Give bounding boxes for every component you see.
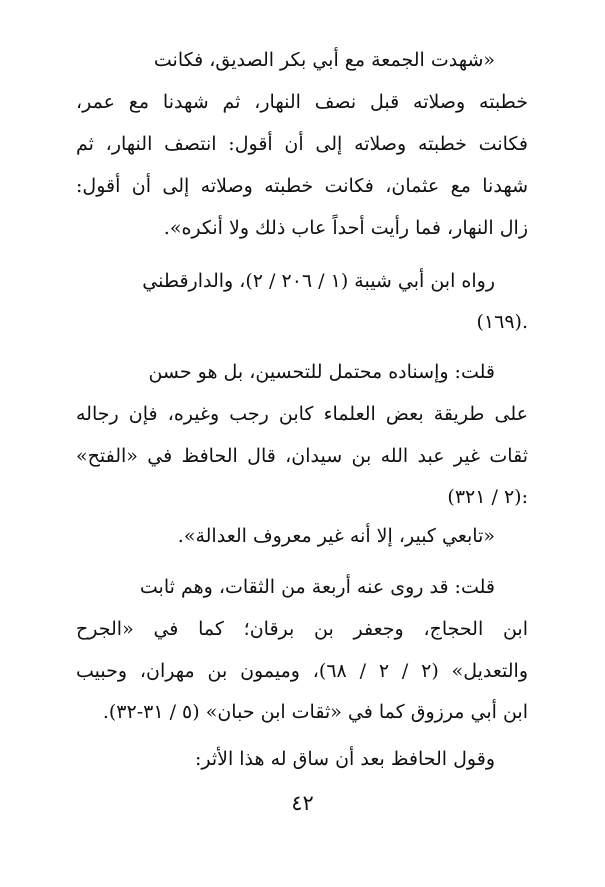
comment-line-3: ثقات غير عبد الله بن سيدان، قال الحافظ في «الفتح» <box>76 445 528 467</box>
comment-line-2: على طريقة بعض العلماء كابن رجب وغيره، فإن رجاله <box>76 403 528 425</box>
quote-line-4: شهدنا مع عثمان، فكانت خطبته وصلاته إلى أن أقول: <box>76 175 528 197</box>
narration-line-2: (١٦٩). <box>476 311 528 333</box>
quote-line-2: خطبته وصلاته قبل نصف النهار، ثم شهدنا مع عمر، <box>76 91 528 113</box>
comment-line-1: قلت: وإسناده محتمل للتحسين، بل هو حسن <box>148 361 495 383</box>
quoted-judgment-line: «تابعي كبير، إلا أنه غير معروف العدالة». <box>177 525 495 547</box>
comment-line-4: (٢ / ٣٢١): <box>447 486 528 508</box>
narration-line-1: رواه ابن أبي شيبة (١ / ٢٠٦ / ٢)، والدارقطني <box>142 270 495 292</box>
quote-line-5: زال النهار، فما رأيت أحداً عاب ذلك ولا أنكره». <box>163 217 528 239</box>
quote-line-3: فكانت خطبته وصلاته إلى أن أقول: انتصف النهار، ثم <box>76 133 528 155</box>
second-comment-line-1: قلت: قد روى عنه أربعة من الثقات، وهم ثابت <box>139 576 495 598</box>
page-number: ٤٢ <box>291 791 314 815</box>
second-comment-line-4: ابن أبي مرزوق كما في «ثقات ابن حبان» (٥ / ٣١-٣٢). <box>102 701 528 723</box>
final-line: وقول الحافظ بعد أن ساق له هذا الأثر: <box>194 748 495 770</box>
second-comment-line-3: والتعديل» (٢ / ٢ / ٦٨)، وميمون بن مهران، وحبيب <box>76 660 528 682</box>
second-comment-line-2: ابن الحجاج، وجعفر بن برقان؛ كما في «الجرح <box>76 618 528 640</box>
quote-line-1: «شهدت الجمعة مع أبي بكر الصديق، فكانت <box>153 49 495 71</box>
